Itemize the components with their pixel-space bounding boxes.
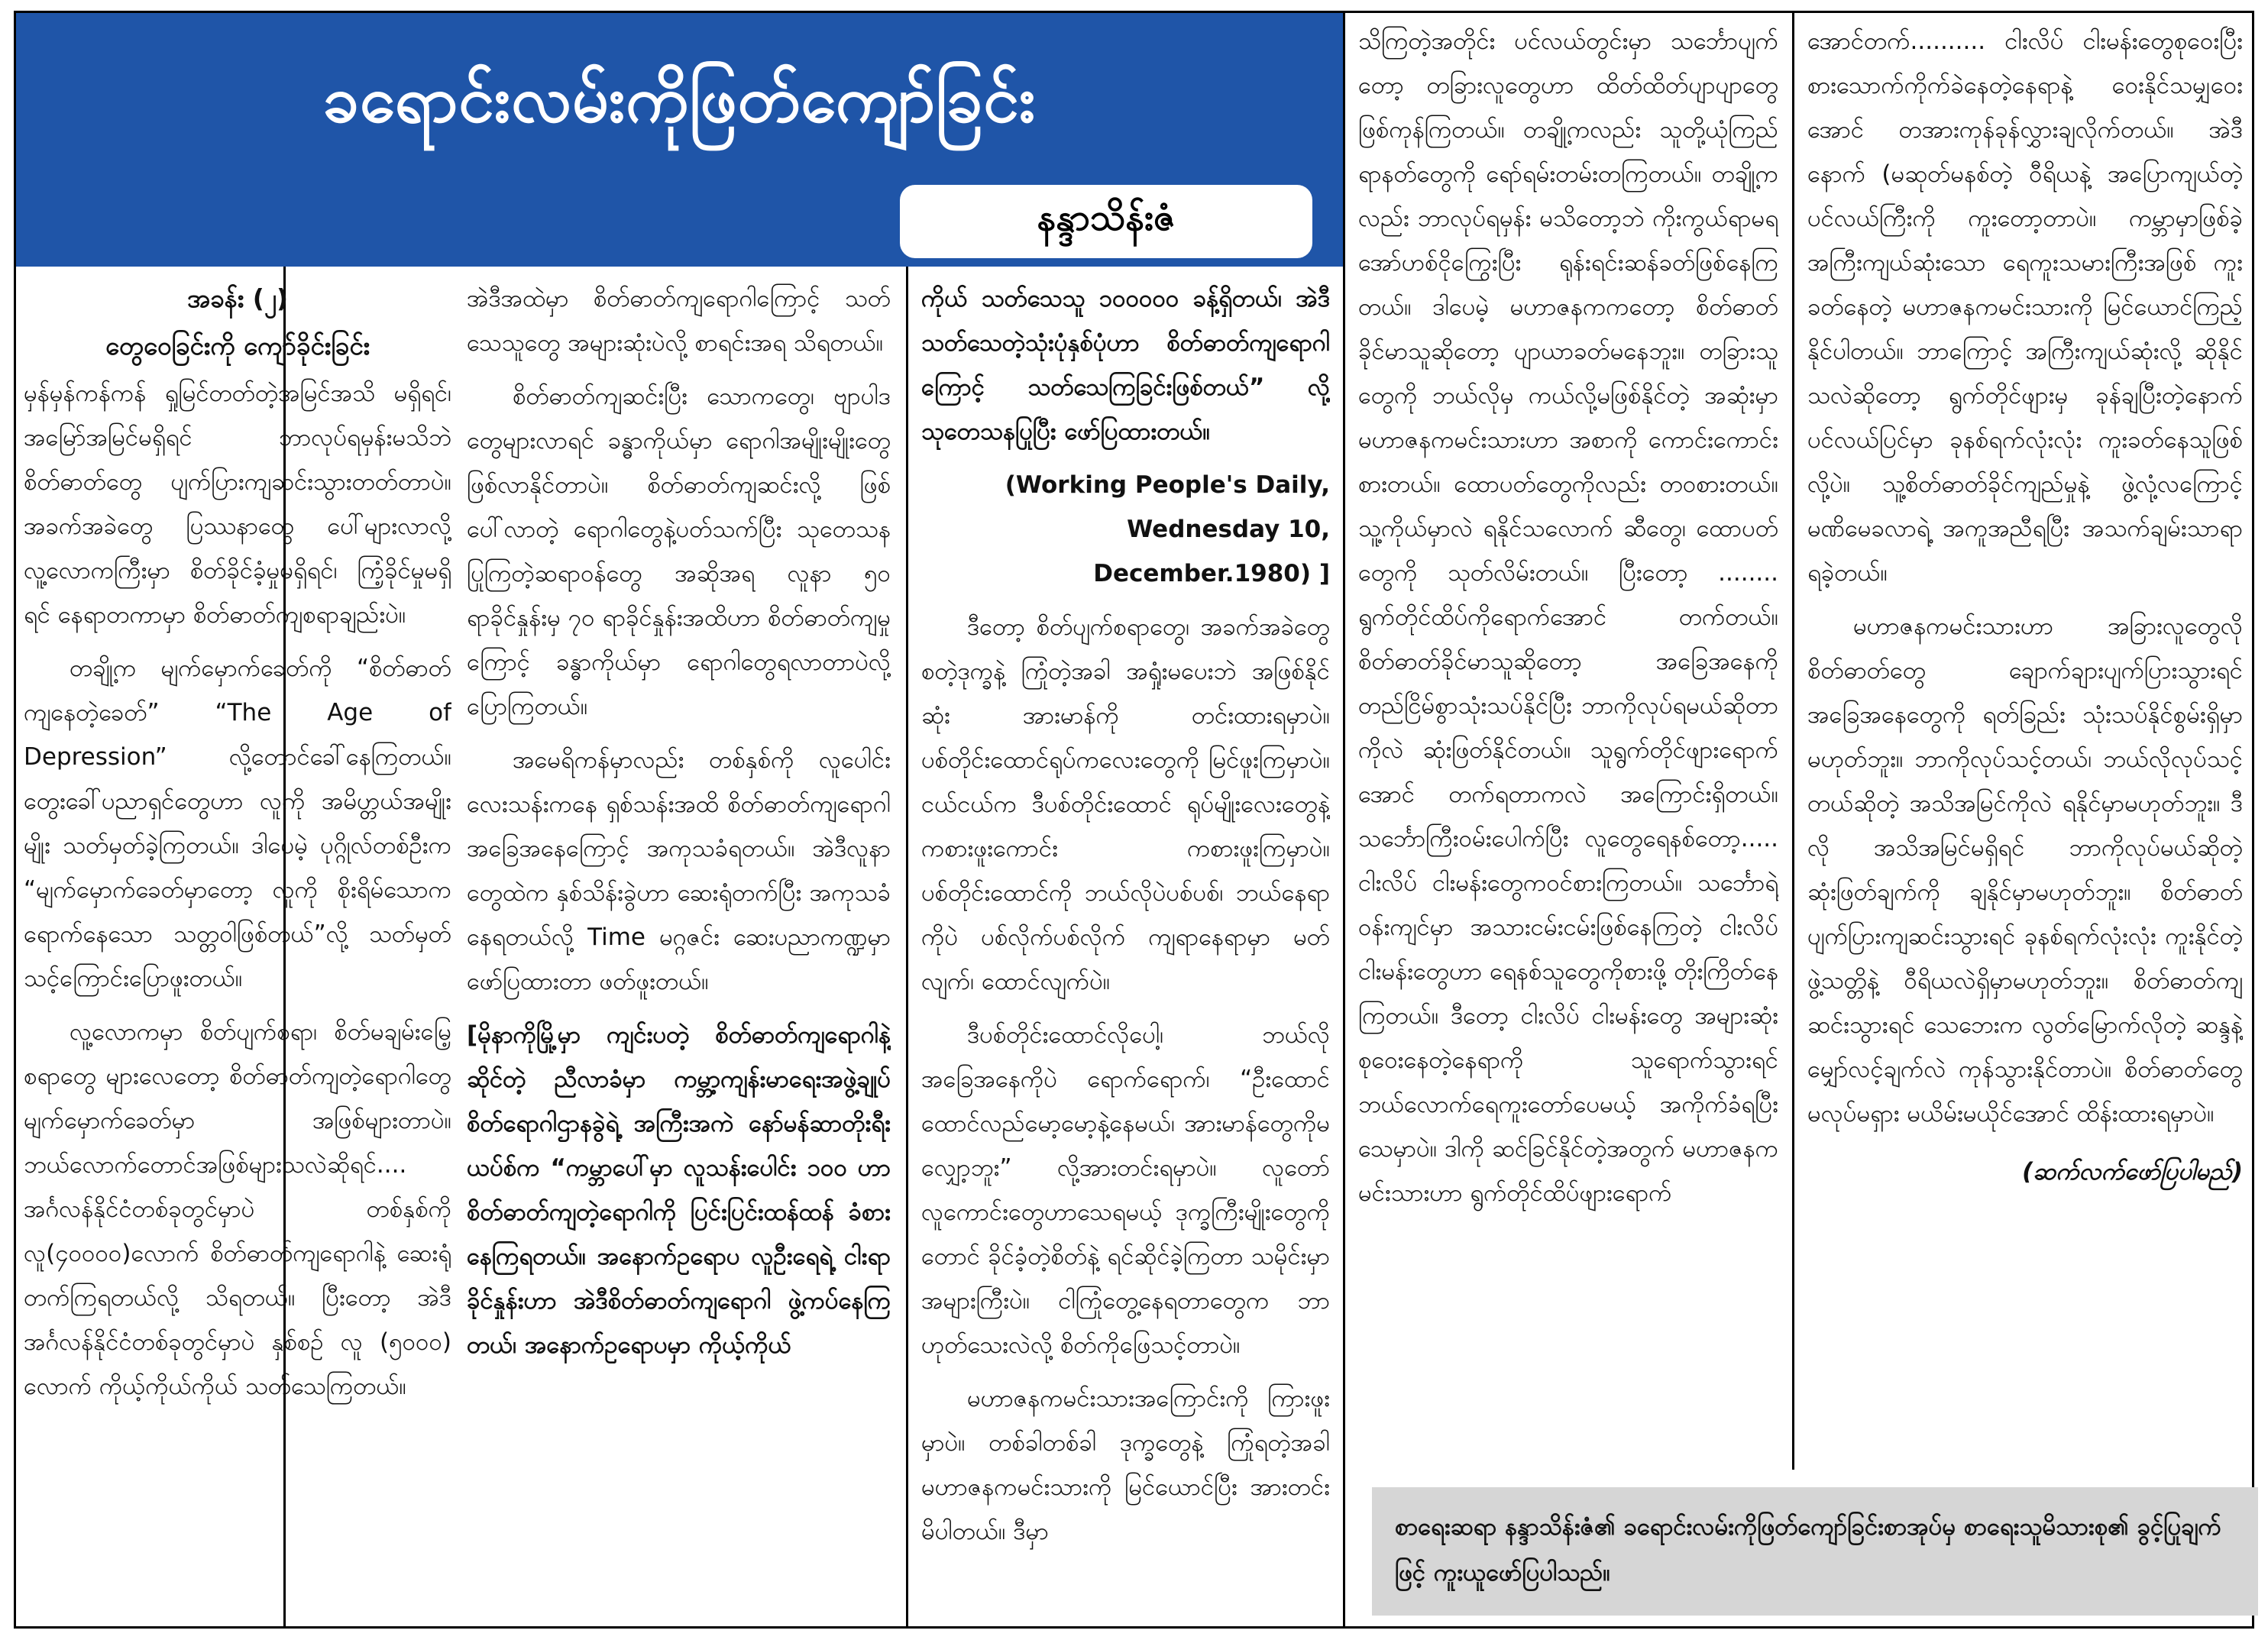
chapter-heading: အခန်း (၂): [186, 283, 289, 313]
paragraph: အဲဒီအထဲမှာ စိတ်ဓာတ်ကျရောဂါကြောင့် သတ်သေသူတွေ အများဆုံးပဲလို့ စာရင်းအရ သိရတယ်။: [467, 285, 891, 357]
column-1: [24, 277, 451, 1621]
paragraph: ဒီပစ်တိုင်းထောင်လိုပေါ့၊ ဘယ်လိုအခြေအနေကိုပဲ ရောက်ရောက်၊ “ဦးထောင်ထောင်လည်မော့မော့နဲ့နေမယ်၊ အားမာန်တွေကိုမလျှော့ဘူး” လို့အားတင်းရမှာပဲ။ လူတော်လူကောင်းတွေဟာသေရမယ့် ဒုက္ခကြီးမျိုးတွေကိုတောင် ခိုင်ခံ့တဲ့စိတ်နဲ့ ရင်ဆိုင်ခဲ့ကြတာ သမိုင်းမှာ အများကြီးပဲ။ ငါကြုံတွေ့နေရတာတွေက ဘာဟုတ်သေးလဲလို့ စိတ်ကိုဖြေသင့်တာပဲ။: [921, 1021, 1330, 1359]
paragraph: မဟာဇနကမင်းသားအကြောင်းကို ကြားဖူးမှာပဲ။ တစ်ခါတစ်ခါ ဒုက္ခတွေနဲ့ ကြုံရတဲ့အခါ မဟာဇနကမင်းသားကို မြင်ယောင်ပြီး အားတင်းမိပါတယ်။ ဒီမှာ: [921, 1385, 1330, 1545]
paragraph: အမေရိကန်မှာလည်း တစ်နှစ်ကို လူပေါင်းလေးသန်းကနေ ရှစ်သန်းအထိ စိတ်ဓာတ်ကျရောဂါ အခြေအနေကြောင့် အကုသခံရတယ်။ အဲဒီလူနာတွေထဲက နှစ်သိန်းခွဲဟာ ဆေးရုံတက်ပြီး အကုသခံနေရတယ်လို့ Time မဂ္ဂဇင်း ဆေးပညာကဏ္ဍမှာ ဖော်ပြထားတာ ဖတ်ဖူးတယ်။: [467, 746, 891, 995]
to-be-continued: (ဆက်လက်ဖော်ပြပါမည်): [2022, 1158, 2243, 1186]
column-divider: [1792, 13, 1794, 1470]
article-title: ခရောင်းလမ်းကိုဖြတ်ကျော်ခြင်း: [322, 62, 1037, 137]
paragraph: ဒီတော့ စိတ်ပျက်စရာတွေ၊ အခက်အခဲတွေ စတဲ့ဒုက္ခနဲ့ ကြုံတဲ့အခါ အရှုံးမပေးဘဲ အဖြစ်နိုင်ဆုံး အားမာန်ကို တင်းထားရမှာပဲ။ ပစ်တိုင်းထောင်ရုပ်ကလေးတွေကို မြင်ဖူးကြမှာပဲ။ ငယ်ငယ်က ဒီပစ်တိုင်းထောင် ရုပ်မျိုးလေးတွေနဲ့ ကစားဖူးကောင်း ကစားဖူးကြမှာပဲ။ ပစ်တိုင်းထောင်ကို ဘယ်လိုပဲပစ်ပစ်၊ ဘယ်နေရာကိုပဲ ပစ်လိုက်ပစ်လိုက် ကျရာနေရာမှာ မတ်လျက်၊ ထောင်လျက်ပဲ။: [921, 613, 1330, 995]
author-byline: နန္ဒာသိန်းဇံ: [900, 185, 1312, 258]
article-page: [14, 11, 2254, 1629]
paragraph: သိကြတဲ့အတိုင်း ပင်လယ်တွင်းမှာ သင်္ဘောပျက်တော့ တခြားလူတွေဟာ ထိတ်ထိတ်ပျာပျာတွေဖြစ်ကုန်ကြတယ်။ တချို့ကလည်း သူတို့ယုံကြည်ရာနတ်တွေကို ရော်ရမ်းတမ်းတကြတယ်။ တချို့ကလည်း ဘာလုပ်ရမှန်း မသိတော့ဘဲ ကိုးကွယ်ရာမရ အော်ဟစ်ငိုကြွေးပြီး ရုန်းရင်းဆန်ခတ်ဖြစ်နေကြတယ်။ ဒါပေမဲ့ မဟာဇနကကတော့ စိတ်ဓာတ်ခိုင်မာသူဆိုတော့ ပျာယာခတ်မနေဘူး။ တခြားသူတွေကို ဘယ်လိုမှ ကယ်လို့မဖြစ်နိုင်တဲ့ အဆုံးမှာ မဟာဇနကမင်းသားဟာ အစာကို ကောင်းကောင်းစားတယ်။ ထောပတ်တွေကိုလည်း တဝစားတယ်။ သူ့ကိုယ်မှာလဲ ရနိုင်သလောက် ဆီတွေ၊ ထောပတ်တွေကို သုတ်လိမ်းတယ်။ ပြီးတော့ ........ ရွက်တိုင်ထိပ်ကိုရောက်အောင် တက်တယ်။ စိတ်ဓာတ်ခိုင်မာသူဆိုတော့ အခြေအနေကို တည်ငြိမ်စွာသုံးသပ်နိုင်ပြီး ဘာကိုလုပ်ရမယ်ဆိုတာကိုလဲ ဆုံးဖြတ်နိုင်တယ်။ သူရွက်တိုင်ဖျားရောက်အောင် တက်ရတာကလဲ အကြောင်းရှိတယ်။ သင်္ဘောကြီးဝမ်းပေါက်ပြီး လူတွေရေနစ်တော့..... ငါးလိပ် ငါးမန်းတွေကဝင်စားကြတယ်။ သင်္ဘောရဲ့ဝန်းကျင်မှာ အသားငမ်းငမ်းဖြစ်နေကြတဲ့ ငါးလိပ် ငါးမန်းတွေဟာ ရေနစ်သူတွေကိုစားဖို့ တိုးကြိတ်နေကြတယ်။ ဒီတော့ ငါးလိပ် ငါးမန်းတွေ အများဆုံးစုဝေးနေတဲ့နေရာကို သူရောက်သွားရင် ဘယ်လောက်ရေကူးတော်ပေမယ့် အကိုက်ခံရပြီးသေမှာပဲ။ ဒါကို ဆင်ခြင်နိုင်တဲ့အတွက် မဟာဇနကမင်းသားဟာ ရွက်တိုင်ထိပ်ဖျားရောက်: [1358, 27, 1778, 1207]
column-divider: [1343, 13, 1345, 1626]
column-2: [467, 277, 891, 1621]
paragraph: စိတ်ဓာတ်ကျဆင်းပြီး သောကတွေ၊ ဗျာပါဒတွေများလာရင် ခန္ဓာကိုယ်မှာ ရောဂါအမျိုးမျိုးတွေ ဖြစ်လာနိုင်တာပဲ။ စိတ်ဓာတ်ကျဆင်းလို့ ဖြစ်ပေါ်လာတဲ့ ရောဂါတွေနဲ့ပတ်သက်ပြီး သုတေသနပြုကြတဲ့ဆရာဝန်တွေ အဆိုအရ လူနာ ၅၀ ရာခိုင်နှုန်းမှ ၇၀ ရာခိုင်နှုန်းအထိဟာ စိတ်ဓာတ်ကျမှုကြောင့် ခန္ဓာကိုယ်မှာ ရောဂါတွေရလာတာပဲလို့ ပြောကြတယ်။: [467, 383, 891, 720]
column-4: [1358, 19, 1778, 1467]
paragraph: မဟာဇနကမင်းသားဟာ အခြားလူတွေလို စိတ်ဓာတ်တွေ ချောက်ချားပျက်ပြားသွားရင် အခြေအနေတွေကို ရတ်ခြည်း သုံးသပ်နိုင်စွမ်းရှိမှာ မဟုတ်ဘူး။ ဘာကိုလုပ်သင့်တယ်၊ ဘယ်လိုလုပ်သင့်တယ်ဆိုတဲ့ အသိအမြင်ကိုလဲ ရနိုင်မှာမဟုတ်ဘူး။ ဒီလို အသိအမြင်မရှိရင် ဘာကိုလုပ်မယ်ဆိုတဲ့ ဆုံးဖြတ်ချက်ကို ချနိုင်မှာမဟုတ်ဘူး။ စိတ်ဓာတ်ပျက်ပြားကျဆင်းသွားရင် ခုနစ်ရက်လုံးလုံး ကူးနိုင်တဲ့ ဖွဲ့သတ္တိနဲ့ ဝီရိယလဲရှိမှာမဟုတ်ဘူး။ စိတ်ဓာတ်ကျဆင်းသွားရင် သေဘေးက လွတ်မြောက်လိုတဲ့ ဆန္ဒနဲ့ မျှော်လင့်ချက်လဲ ကုန်သွားနိုင်တာပဲ။ စိတ်ဓာတ်တွေ မလုပ်မရှား မယိမ်းမယိုင်အောင် ထိန်းထားရမှာပဲ။: [1807, 613, 2243, 1127]
paragraph: မှန်မှန်ကန်ကန် ရှုမြင်တတ်တဲ့အမြင်အသိ မရှိရင်၊ အမြော်အမြင်မရှိရင် ဘာလုပ်ရမှန်းမသိဘဲ စိတ်ဓာတ်တွေ ပျက်ပြားကျဆင်းသွားတတ်တာပဲ။ အခက်အခဲတွေ ပြဿနာတွေ ပေါ်များလာလို့ လူ့လောကကြီးမှာ စိတ်ခိုင်ခံ့မှုမရှိရင်၊ ကြံ့ခိုင်မှုမရှိရင် နေရာတကာမှာ စိတ်ဓာတ်ကျစရာချည်းပဲ။: [24, 380, 451, 629]
paragraph: လူ့လောကမှာ စိတ်ပျက်စရာ၊ စိတ်မချမ်းမြေ့စရာတွေ များလေတော့ စိတ်ဓာတ်ကျတဲ့ရောဂါတွေ မျက်မှောက်ခေတ်မှာ အဖြစ်များတာပဲ။ ဘယ်လောက်တောင်အဖြစ်များသလဲဆိုရင်.... အင်္ဂလန်နိုင်ငံတစ်ခုတွင်မှာပဲ တစ်နှစ်ကို လူ(၄၀၀၀၀)လောက် စိတ်ဓာတ်ကျရောဂါနဲ့ ဆေးရုံတက်ကြရတယ်လို့ သိရတယ်။ ပြီးတော့ အဲဒီအင်္ဂလန်နိုင်ငံတစ်ခုတွင်မှာပဲ နှစ်စဉ် လူ (၅၀၀၀) လောက် ကိုယ့်ကိုယ်ကိုယ် သတ်သေကြတယ်။: [24, 1018, 451, 1400]
quoted-report: [မိုနာကိုမြို့မှာ ကျင်းပတဲ့ စိတ်ဓာတ်ကျရောဂါနဲ့ဆိုင်တဲ့ ညီလာခံမှာ ကမ္ဘာ့ကျန်းမာရေးအဖွဲ့ချုပ် စိတ်ရောဂါဌာနခွဲရဲ့ အကြီးအကဲ နော်မန်ဆာတိုးရီးယပ်စ်က “ကမ္ဘာပေါ်မှာ လူသန်းပေါင်း ၁၀၀ ဟာ စိတ်ဓာတ်ကျတဲ့ရောဂါကို ပြင်းပြင်းထန်ထန် ခံစားနေကြရတယ်။ အနောက်ဥရောပ လူဦးရေရဲ့ ငါးရာခိုင်နှုန်းဟာ အဲဒီစိတ်ဓာတ်ကျရောဂါ ဖွဲ့ကပ်နေကြတယ်၊ အနောက်ဥရောပမှာ ကိုယ့်ကိုယ်: [467, 1021, 891, 1359]
title-banner: [16, 13, 1343, 267]
section-heading: တွေဝေခြင်းကို ကျော်ခိုင်းခြင်း: [105, 331, 370, 361]
source-citation: (Working People's Daily, Wednesday 10, December.1980) ]: [1005, 471, 1330, 587]
column-3: [921, 277, 1330, 1621]
paragraph: တချို့က မျက်မှောက်ခေတ်ကို “စိတ်ဓာတ်ကျနေတဲ့ခေတ်” “The Age of Depression” လို့တောင်ခေါ်နေကြတယ်။ တွေးခေါ်ပညာရှင်တွေဟာ လူကို အမိဟ္တယ်အမျိုးမျိုး သတ်မှတ်ခဲ့ကြတယ်။ ဒါပေမဲ့ ပုဂ္ဂိုလ်တစ်ဦးက “မျက်မှောက်ခေတ်မှာတော့ လူကို စိုးရိမ်သောကရောက်နေသော သတ္တဝါဖြစ်တယ်”လို့ သတ်မှတ်သင့်ကြောင်းပြောဖူးတယ်။: [24, 655, 451, 992]
paragraph: အောင်တက်.......... ငါးလိပ် ငါးမန်းတွေစုဝေးပြီး စားသောက်ကိုက်ခဲနေတဲ့နေရာနဲ့ ဝေးနိုင်သမျှဝေးအောင် တအားကုန်ခုန်လွှားချလိုက်တယ်။ အဲဒီနောက် (မဆုတ်မနစ်တဲ့ ဝီရိယနဲ့ အပြောကျယ်တဲ့ ပင်လယ်ကြီးကို ကူးတော့တာပဲ။ ကမ္ဘာမှာဖြစ်ခဲ့ အကြီးကျယ်ဆုံးသော ရေကူးသမားကြီးအဖြစ် ကူးခတ်နေတဲ့ မဟာဇနကမင်းသားကို မြင်ယောင်ကြည့်နိုင်ပါတယ်။ ဘာကြောင့် အကြီးကျယ်ဆုံးလို့ ဆိုနိုင်သလဲဆိုတော့ ရွက်တိုင်ဖျားမှ ခုန်ချပြီးတဲ့နောက် ပင်လယ်ပြင်မှာ ခုနစ်ရက်လုံးလုံး ကူးခတ်နေသူဖြစ်လို့ပဲ။ သူ့စိတ်ဓာတ်ခိုင်ကျည်မှုနဲ့ ဖွဲ့လုံ့လကြောင့် မဏိမေခလာရဲ့ အကူအညီရပြီး အသက်ချမ်းသာရာ ရခဲ့တယ်။: [1807, 27, 2243, 587]
column-5: [1807, 19, 2243, 1467]
quoted-report-continued: ကိုယ် သတ်သေသူ ၁၀၀၀၀၀ ခန့်ရှိတယ်၊ အဲဒီသတ်သေတဲ့သုံးပုံနှစ်ပုံဟာ စိတ်ဓာတ်ကျရောဂါကြောင့် သတ်သေကြခြင်းဖြစ်တယ်” လို့ သုတေသနပြုပြီး ဖော်ပြထားတယ်။: [921, 285, 1330, 445]
column-divider: [906, 267, 908, 1626]
permission-footnote: စာရေးဆရာ နန္ဒာသိန်းဇံ၏ ခရောင်းလမ်းကိုဖြတ်ကျော်ခြင်းစာအုပ်မှ စာရေးသူမိသားစု၏ ခွင့်ပြုချက်ဖြင့် ကူးယူဖော်ပြပါသည်။: [1372, 1487, 2258, 1616]
